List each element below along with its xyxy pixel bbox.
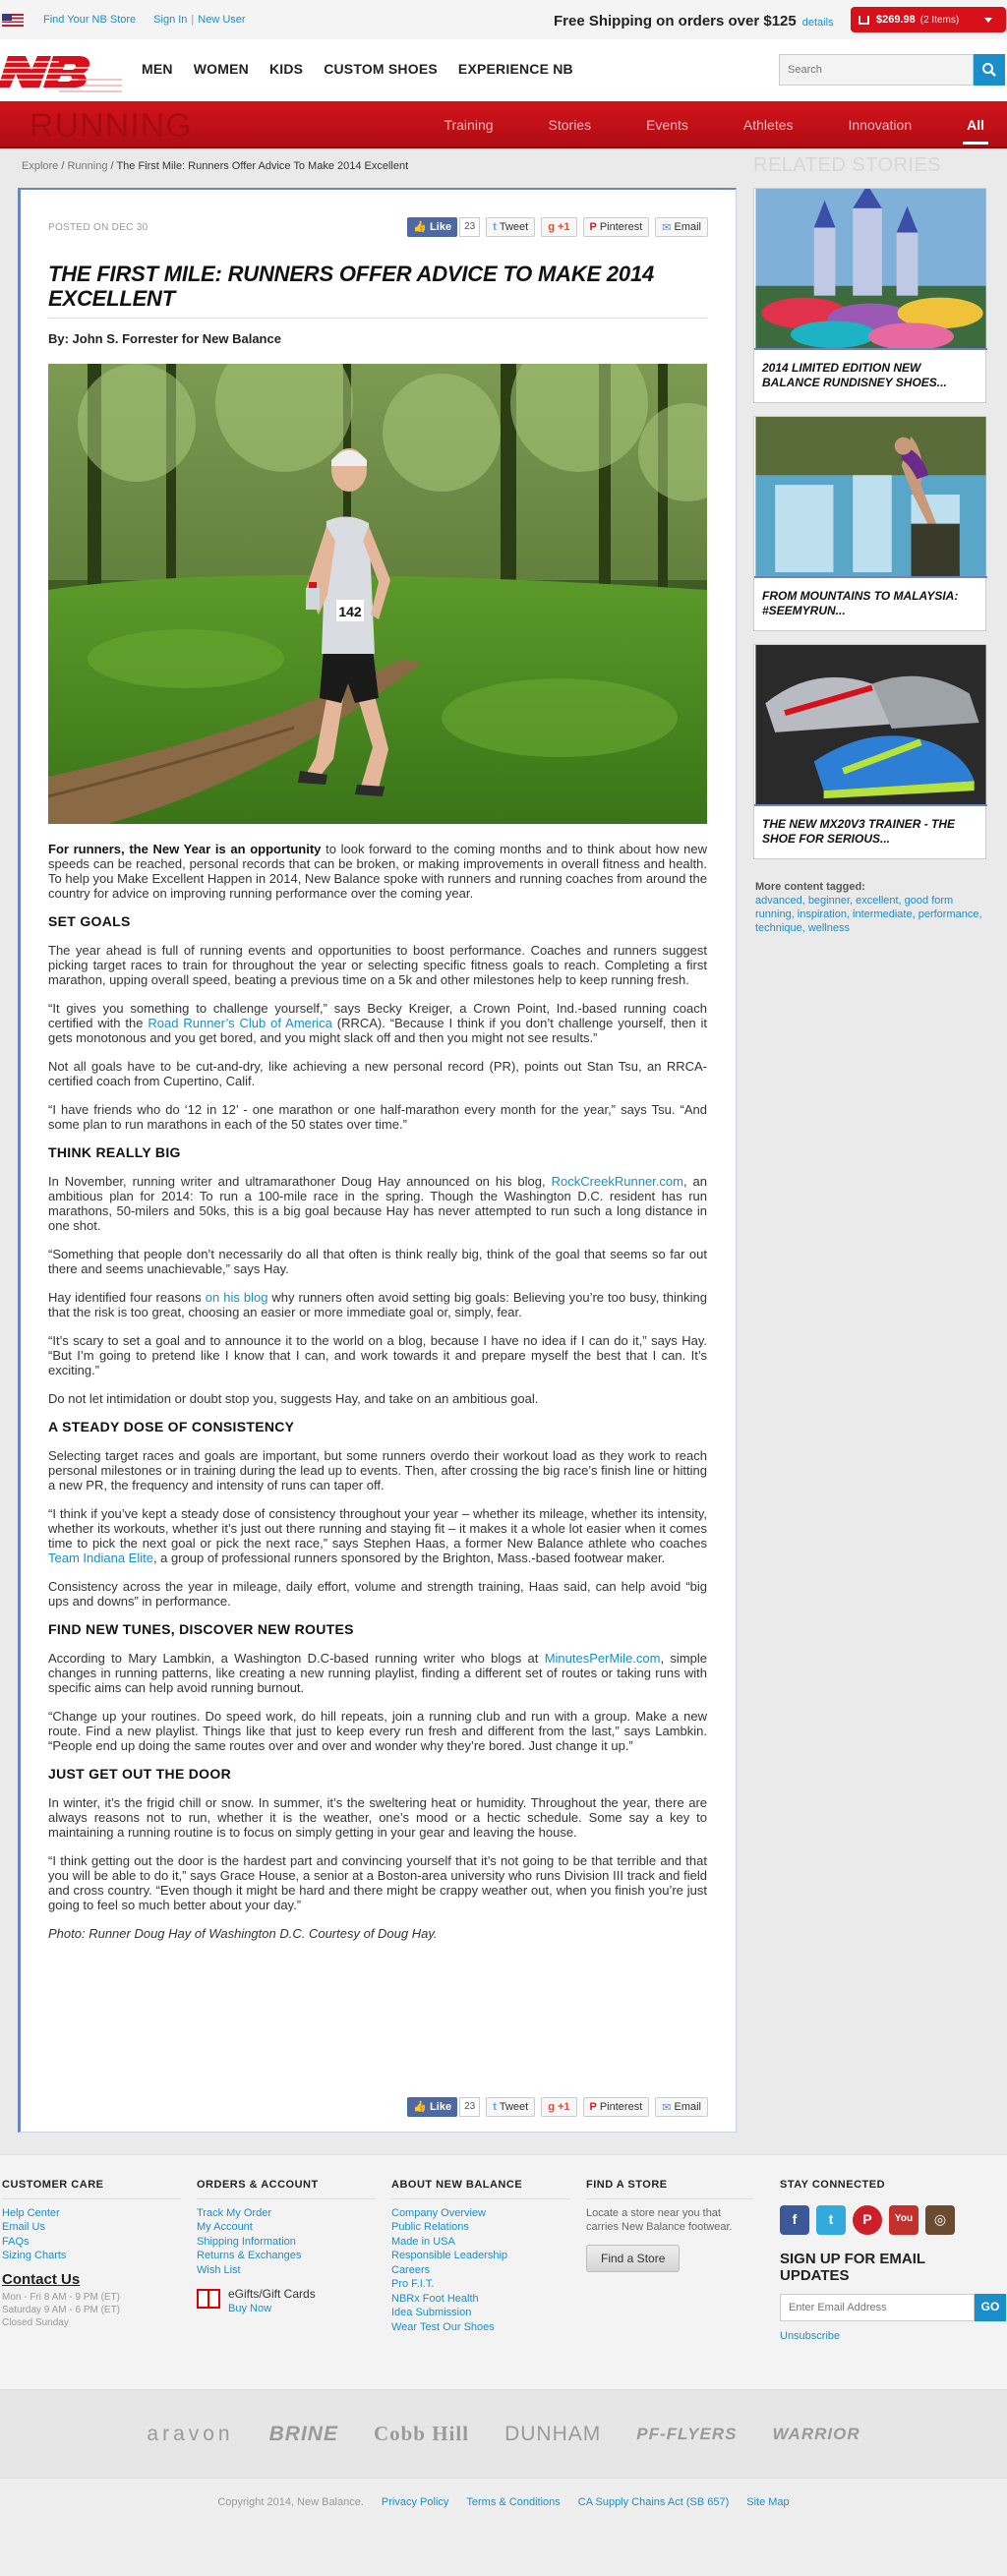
privacy-link[interactable]: Privacy Policy	[381, 2496, 449, 2508]
lead-rest: to look forward to the coming months and to think about how new speeds can be reached, personal records that can be broken, or making improvements in overall fitness and health. To help you Make Excellent Happen in 2014, New Balance spoke with runners and running coaches from around the country for advice on improving running performance over the coming year.	[48, 842, 707, 901]
footer-link[interactable]: Shipping Information	[197, 2235, 296, 2248]
paragraph	[48, 1506, 707, 1565]
twitter-icon: t	[493, 2101, 497, 2113]
email-label: Email	[674, 221, 701, 233]
brand-brine[interactable]: BRINE	[268, 2422, 338, 2445]
banner-nav	[388, 101, 984, 148]
like-label: Like	[430, 2101, 452, 2113]
footer-link[interactable]: Help Center	[2, 2206, 60, 2219]
email-signup-title: SIGN UP FOR EMAIL UPDATES	[780, 2250, 925, 2284]
email-go-button[interactable]: GO	[975, 2294, 1006, 2321]
youtube-icon[interactable]: You	[889, 2205, 918, 2235]
text: “It gives you something to challenge yourself,” says Becky Kreiger, a Crown Point, Ind.-based running coach certified with the	[48, 1001, 707, 1030]
twitter-icon: t	[493, 221, 497, 233]
main-nav	[142, 61, 573, 77]
like-count: 23	[459, 217, 480, 237]
like-label: Like	[430, 221, 452, 233]
paragraph: Not all goals have to be cut-and-dry, like achieving a new personal record (PR), points out Stan Tsu, an RRCA-certified coach from Cupertino, Calif.	[48, 1059, 707, 1088]
article-body	[48, 842, 707, 1955]
footer	[0, 2154, 1007, 2389]
tab-all[interactable]: All	[967, 101, 984, 148]
text: , a group of professional runners sponsored by the Brighton, Mass.-based footwear maker.	[152, 1551, 666, 1565]
footer-link[interactable]: Responsible Leadership	[391, 2250, 508, 2261]
store-text: Locate a store near you that carries New Balance footwear.	[586, 2206, 733, 2233]
footer-heading: FIND A STORE	[586, 2178, 753, 2199]
paragraph: “I think getting out the door is the hardest part and convincing yourself that it’s not going to be that terrible and that you will be able to do it,” says Grace House, a senior at a Boston-area university who runs Division III track and field and cross country. “Even though it might be hard and there might be crappy weather out, when you finish you’re just going to feel so much better about your day.”	[48, 1853, 707, 1912]
google-plus-icon: g	[548, 221, 555, 233]
byline: By: John S. Forrester for New Balance	[48, 331, 281, 346]
heading-set-goals: SET GOALS	[48, 913, 131, 929]
tweet-button[interactable]	[486, 217, 535, 237]
email-label: Email	[674, 2101, 701, 2113]
pinterest-icon: P	[589, 221, 597, 233]
content-area	[0, 148, 1007, 2154]
story-title: FROM MOUNTAINS TO MALAYSIA: #SEEMYRUN...	[762, 589, 959, 617]
share-bar-bottom	[407, 2097, 708, 2117]
team-indiana-elite-link[interactable]: Team Indiana Elite	[48, 1551, 153, 1565]
tweet-label: Tweet	[499, 2101, 529, 2113]
posted-date: POSTED ON DEC 30	[48, 222, 148, 233]
footer-link[interactable]: Careers	[391, 2263, 431, 2276]
paragraph: “It’s scary to set a goal and to announce it to the world on a blog, because I have no idea if I can do it,” says Hay. “But I’m going to pretend like I know that I can, and work towards it and prepare myself the best that I can. It’s exciting.”	[48, 1333, 707, 1377]
story-thumbnail-castle	[754, 189, 987, 350]
tab-events[interactable]: Events	[646, 117, 688, 133]
instagram-icon[interactable]: ◎	[925, 2205, 955, 2235]
breadcrumb-sep: /	[58, 160, 68, 172]
footer-link[interactable]: Email Us	[2, 2221, 46, 2233]
text: , simple changes in running patterns, like creating a new running playlist, finding a different set of routes or taking runs with specific aims can help avoid running burnout.	[48, 1651, 707, 1695]
banner-title: RUNNING	[30, 107, 193, 145]
like-count: 23	[459, 2097, 480, 2117]
email-input[interactable]	[780, 2294, 975, 2321]
pinterest-icon[interactable]: P	[853, 2205, 882, 2235]
shipping-text: Free Shipping on orders over $125	[554, 13, 797, 29]
brand-dunham[interactable]: DUNHAM	[504, 2422, 602, 2445]
story-thumbnail-waterfall	[754, 417, 987, 578]
story-title: THE NEW MX20V3 TRAINER - THE SHOE FOR SERIOUS...	[762, 817, 956, 846]
unsubscribe-link[interactable]: Unsubscribe	[780, 2329, 841, 2342]
photo-caption: Photo: Runner Doug Hay of Washington D.C. Courtesy of Doug Hay.	[48, 1926, 438, 1941]
tab-training[interactable]: Training	[444, 117, 494, 133]
story-title: 2014 LIMITED EDITION NEW BALANCE RUNDISNEY SHOES...	[762, 361, 947, 389]
gplus-label: +1	[557, 2101, 570, 2113]
twitter-icon[interactable]: t	[816, 2205, 846, 2235]
google-plus-button[interactable]	[541, 2097, 576, 2117]
tweet-button[interactable]	[486, 2097, 535, 2117]
footer-link[interactable]: Idea Submission	[391, 2307, 472, 2318]
egift-label: eGifts/Gift Cards	[228, 2287, 316, 2301]
search-button[interactable]	[974, 54, 1005, 86]
related-story-card[interactable]	[753, 188, 986, 403]
footer-customer-care	[2, 2178, 181, 2329]
heading-out-the-door: JUST GET OUT THE DOOR	[48, 1766, 231, 1782]
shipping-promo	[554, 13, 834, 29]
nav-women[interactable]: WOMEN	[193, 61, 249, 77]
envelope-icon: ✉	[662, 221, 672, 234]
paragraph: Selecting target races and goals are important, but some runners overdo their workout load as they work to reach personal milestones or in training during the lead up to events. Then, after crossing the big race’s finish line or hitting a new PR, the frequency and intensity of runs can taper off.	[48, 1448, 707, 1493]
tab-innovation[interactable]: Innovation	[848, 117, 913, 133]
paragraph: “Change up your routines. Do speed work, do hill repeats, join a running club and run with a group. Make a new route. Find a new playlist. Things like that just to keep every run fresh and different from the last,” says Lambkin. “People end up doing the same routes over and over and wonder why they’re bored. Just change it up.”	[48, 1709, 707, 1753]
brand-aravon[interactable]: aravon	[147, 2422, 234, 2445]
footer-about	[391, 2178, 570, 2334]
envelope-icon: ✉	[662, 2101, 672, 2114]
tweet-label: Tweet	[499, 221, 529, 233]
hours	[2, 2291, 181, 2329]
nav-experience-nb[interactable]: EXPERIENCE NB	[457, 61, 573, 77]
footer-connect	[780, 2178, 1006, 2343]
pinterest-label: Pinterest	[599, 221, 643, 233]
pinterest-label: Pinterest	[599, 2101, 643, 2113]
text: why runners often avoid setting big goals: Believing you’re too busy, thinking that the risk is too great, choosing an easier or more immediate goal or, simply, fear.	[48, 1290, 707, 1319]
footer-heading: ORDERS & ACCOUNT	[197, 2178, 376, 2199]
rockcreekrunner-link[interactable]: RockCreekRunner.com	[551, 1174, 683, 1189]
blog-link[interactable]: on his blog	[205, 1290, 268, 1305]
hours-line: Mon - Fri 8 AM - 9 PM (ET)	[2, 2292, 121, 2303]
social-links	[780, 2205, 1006, 2235]
text: According to Mary Lambkin, a Washington D.C-based running writer who blogs at	[48, 1651, 545, 1666]
breadcrumb-explore[interactable]: Explore	[22, 160, 59, 172]
search-input[interactable]	[779, 54, 974, 86]
paragraph	[48, 1290, 707, 1319]
cart-button[interactable]	[851, 7, 1006, 32]
running-banner	[0, 101, 1007, 148]
footer-link[interactable]: Track My Order	[197, 2206, 271, 2219]
contact-us-link[interactable]: Contact Us	[2, 2270, 81, 2288]
footer-find-store	[586, 2178, 753, 2272]
nav-custom-shoes[interactable]: CUSTOM SHOES	[324, 61, 438, 77]
race-bib-number: 142	[338, 604, 362, 619]
footer-link[interactable]: Sizing Charts	[2, 2250, 67, 2261]
related-story-card[interactable]	[753, 416, 986, 631]
story-thumbnail-shoes	[754, 645, 987, 806]
egift-block	[197, 2287, 376, 2315]
pinterest-button[interactable]	[583, 2097, 650, 2117]
sign-in-link[interactable]: Sign In	[153, 14, 188, 26]
footer-link[interactable]: Made in USA	[391, 2235, 455, 2248]
related-stories-title: RELATED STORIES	[753, 154, 942, 176]
text: “I think if you’ve kept a steady dose of consistency throughout your year – whether its mileage, whether its intensity, whether its workouts, whether it’s just out there running and staying fit – it makes it a whole lot easier when it comes time to pick the next goal or pick the next race,” says Stephen Haas, a former New Balance athlete who coaches	[48, 1506, 707, 1551]
cart-items: (2 Items)	[919, 14, 960, 26]
new-balance-logo[interactable]	[0, 46, 124, 97]
terms-link[interactable]: Terms & Conditions	[466, 2496, 561, 2508]
paragraph: In winter, it’s the frigid chill or snow. In summer, it’s the sweltering heat or humidity. Throughout the year, there are always reasons not to run, whether it is the weather, one’s mood or a hectic schedule. Some say a key to maintaining a running routine is to focus on simply getting in your gear and leaving the house.	[48, 1795, 707, 1840]
footer-link[interactable]: Pro F.I.T.	[391, 2278, 435, 2290]
related-story-card[interactable]	[753, 644, 986, 859]
paragraph: Consistency across the year in mileage, daily effort, volume and strength training, Haas said, can help avoid “big ups and downs” in performance.	[48, 1579, 707, 1609]
breadcrumb-current: The First Mile: Runners Offer Advice To Make 2014 Excellent	[116, 160, 409, 172]
facebook-icon[interactable]: f	[780, 2205, 809, 2235]
tagged-content	[755, 880, 987, 935]
find-store-button[interactable]: Find a Store	[586, 2245, 680, 2273]
footer-heading: CUSTOMER CARE	[2, 2178, 181, 2199]
paragraph	[48, 1651, 707, 1695]
google-plus-icon: g	[548, 2101, 555, 2113]
rrca-link[interactable]: Road Runner’s Club of America	[148, 1016, 332, 1030]
paragraph	[48, 1001, 707, 1045]
share-bar-top	[407, 217, 708, 237]
footer-link[interactable]: Public Relations	[391, 2221, 469, 2233]
us-flag-icon[interactable]	[2, 14, 24, 27]
footer-link[interactable]: My Account	[197, 2221, 253, 2233]
footer-heading: STAY CONNECTED	[780, 2179, 886, 2191]
lead-bold: For runners, the New Year is an opportunity	[48, 842, 322, 856]
copyright: Copyright 2014, New Balance.	[217, 2496, 364, 2508]
brand-cobb-hill[interactable]: Cobb Hill	[373, 2422, 470, 2445]
paragraph	[48, 1174, 707, 1233]
tag-links[interactable]: advanced, beginner, excellent, good form running, inspiration, intermediate, performance, technique, wellness	[755, 895, 982, 934]
title-divider	[48, 318, 707, 319]
breadcrumb-sep: /	[107, 160, 117, 172]
footer-link[interactable]: FAQs	[2, 2235, 30, 2248]
nav-kids[interactable]: KIDS	[268, 61, 304, 77]
cart-icon	[859, 16, 869, 25]
utility-bar	[0, 0, 1007, 39]
footer-link[interactable]: Wear Test Our Shoes	[391, 2320, 495, 2333]
breadcrumb	[22, 160, 408, 172]
pinterest-icon: P	[589, 2101, 597, 2113]
article-title: THE FIRST MILE: RUNNERS OFFER ADVICE TO MAKE 2014 EXCELLENT	[48, 262, 655, 311]
footer-link[interactable]: Wish List	[197, 2263, 241, 2276]
footer-link[interactable]: Company Overview	[391, 2206, 486, 2219]
buy-now-link[interactable]: Buy Now	[228, 2302, 272, 2314]
shipping-details-link[interactable]: details	[801, 17, 834, 29]
brand-warrior[interactable]: WARRIOR	[772, 2424, 860, 2443]
heading-think-big: THINK REALLY BIG	[48, 1144, 181, 1160]
brand-pf-flyers[interactable]: PF-FLYERS	[636, 2424, 738, 2443]
facebook-like-button[interactable]: 👍 Like	[407, 217, 457, 237]
facebook-like-button[interactable]: 👍 Like	[407, 2097, 457, 2117]
tab-athletes[interactable]: Athletes	[742, 117, 794, 133]
hours-line: Saturday 9 AM - 6 PM (ET)	[2, 2305, 121, 2315]
gift-icon	[197, 2289, 220, 2309]
find-store-link[interactable]: Find Your NB Store	[43, 14, 137, 26]
hero-image-runner	[48, 364, 707, 824]
site-header	[0, 39, 1007, 101]
search-icon	[981, 62, 997, 78]
lead-paragraph	[48, 842, 707, 901]
paragraph: The year ahead is full of running events and opportunities to boost performance. Coaches and runners suggest picking target races to train for throughout the year or selecting specific fitness goals to reach. Completing a first marathon, upping overall speed, beating a previous time on a 5k and other milestones help to keep running fresh.	[48, 943, 707, 987]
heading-consistency: A STEADY DOSE OF CONSISTENCY	[48, 1419, 295, 1434]
site-map-link[interactable]: Site Map	[746, 2496, 790, 2508]
nav-men[interactable]: MEN	[142, 61, 173, 77]
footer-heading: ABOUT NEW BALANCE	[391, 2178, 570, 2199]
new-user-link[interactable]: New User	[198, 14, 246, 26]
gplus-label: +1	[557, 221, 570, 233]
email-signup-form	[780, 2294, 1006, 2321]
brand-logos	[0, 2389, 1007, 2478]
email-share-button[interactable]	[655, 2097, 708, 2117]
supply-chains-link[interactable]: CA Supply Chains Act (SB 657)	[577, 2496, 730, 2508]
text: In November, running writer and ultramarathoner Doug Hay announced on his blog,	[48, 1174, 552, 1189]
paragraph: “Something that people don’t necessarily do all that often is think really big, think of the goal that seems so far out there and seems unachievable,” says Hay.	[48, 1247, 707, 1276]
tab-stories[interactable]: Stories	[548, 117, 592, 133]
util-separator: |	[191, 14, 195, 26]
text: Hay identified four reasons	[48, 1290, 206, 1305]
email-share-button[interactable]	[655, 217, 708, 237]
text: (RRCA). “Because I think if you don’t challenge yourself, then it gets monotonous and you get bored, and you might slack off and then you might not see results.”	[48, 1016, 707, 1045]
cart-total: $269.98	[876, 14, 916, 26]
pinterest-button[interactable]	[583, 217, 650, 237]
breadcrumb-running[interactable]: Running	[67, 160, 108, 172]
hours-line: Closed Sunday	[2, 2317, 69, 2328]
text: , an ambitious plan for 2014: To run a 100-mile race in the spring. Though the Washington D.C. resident has run marathons, 50-milers and 50ks, this is a big goal because Hay has never attempted to run such a long distance in one shot.	[48, 1174, 707, 1233]
google-plus-button[interactable]	[541, 217, 576, 237]
paragraph: “I have friends who do ‘12 in 12’ - one marathon or one half-marathon every month for the year,” says Tsu. “And some plan to run marathons in each of the 50 states over time.”	[48, 1102, 707, 1132]
chevron-down-icon	[984, 18, 992, 23]
footer-link[interactable]: NBRx Foot Health	[391, 2292, 479, 2305]
paragraph: Do not let intimidation or doubt stop you, suggests Hay, and take on an ambitious goal.	[48, 1391, 539, 1406]
minutespermile-link[interactable]: MinutesPerMile.com	[544, 1651, 661, 1666]
bottom-bar	[0, 2478, 1007, 2576]
tagged-label: More content tagged:	[755, 881, 865, 893]
footer-link[interactable]: Returns & Exchanges	[197, 2250, 302, 2261]
footer-orders	[197, 2178, 376, 2315]
article-card	[18, 188, 737, 2133]
heading-new-tunes: FIND NEW TUNES, DISCOVER NEW ROUTES	[48, 1621, 354, 1637]
